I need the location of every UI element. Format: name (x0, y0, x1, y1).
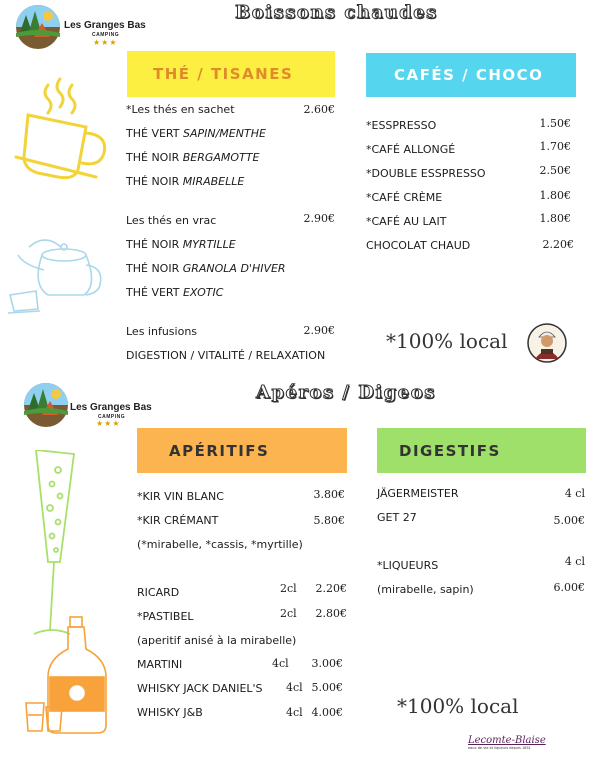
cafe-item-name: *DOUBLE ESSPRESSO (366, 167, 486, 180)
logo-bottom (22, 381, 162, 431)
hot-title: Boissons chaudes (235, 2, 438, 23)
digestif-item-value: 6.00€ (553, 581, 585, 594)
aperitif-item-name: RICARD (137, 586, 180, 599)
aperitif-item-name: *KIR VIN BLANC (137, 490, 224, 503)
aperitif-item-name: WHISKY J&B (137, 706, 203, 719)
cafe-item-price: 2.50€ (539, 164, 571, 177)
the-sachet-price: 2.60€ (303, 103, 335, 116)
producer-sub: eaux de vie et liqueurs depuis 1851 (468, 746, 531, 750)
chef-avatar-icon (527, 323, 567, 363)
tea-cup-icon (8, 75, 108, 190)
cafe-item-price: 2.20€ (542, 238, 574, 251)
digestif-item-value: 4 cl (564, 555, 585, 568)
aperitif-item-name: *KIR CRÉMANT (137, 514, 219, 527)
logo-stars: ★★★ (93, 38, 118, 47)
the-sachet-item: THÉ NOIR BERGAMOTTE (126, 151, 260, 164)
aperitif-item-name: MARTINI (137, 658, 183, 671)
digestif-item-name: GET 27 (377, 511, 417, 524)
aperitif-item-qty: 4cl (272, 657, 289, 670)
digestif-item-value: 4 cl (564, 487, 585, 500)
the-infusions-label: Les infusions (126, 325, 198, 338)
camping-logo-icon (14, 3, 62, 51)
the-vrac-item: THÉ VERT EXOTIC (126, 286, 224, 299)
cafe-item-price: 1.50€ (539, 117, 571, 130)
logo-sub: CAMPING (98, 414, 126, 420)
aperitif-item-price: 5.80€ (313, 514, 345, 527)
the-header (127, 51, 335, 97)
digestif-item-name: *LIQUEURS (377, 559, 439, 572)
aperitif-item-price: 2.20€ (315, 582, 347, 595)
producer-logo (468, 735, 568, 760)
producer-name: Lecomte-Blaise (468, 735, 546, 746)
aperitif-item-price: 3.00€ (311, 657, 343, 670)
aperitif-item-price: 5.00€ (311, 681, 343, 694)
cafe-item-name: *CAFÉ CRÈME (366, 191, 443, 204)
cafe-item-name: CHOCOLAT CHAUD (366, 239, 471, 252)
digestifs-header-label: DIGESTIFS (399, 441, 501, 460)
digestif-item-name: JÄGERMEISTER (377, 487, 459, 500)
aperitif-item-price: 2.80€ (315, 607, 347, 620)
aperitif-item-qty: 4cl (286, 681, 303, 694)
aperitif-item-qty: 2cl (280, 607, 297, 620)
the-sachet-item: THÉ VERT SAPIN/MENTHE (126, 127, 266, 140)
cafe-item-price: 1.80€ (539, 189, 571, 202)
aperitif-item-name: *PASTIBEL (137, 610, 194, 623)
cafe-item-price: 1.80€ (539, 212, 571, 225)
logo-name: Les Granges Bas (64, 20, 146, 31)
the-vrac-price: 2.90€ (303, 212, 335, 225)
aperitifs-header-label: APÉRITIFS (169, 441, 270, 460)
aperitif-item-note: (aperitif anisé à la mirabelle) (137, 634, 297, 647)
cafes-header-label: CAFÉS / CHOCO (394, 66, 544, 84)
cafes-header (366, 53, 576, 97)
aperitifs-header (137, 428, 347, 473)
liquor-bottle-icon (22, 615, 132, 740)
digestif-item-value: 5.00€ (553, 514, 585, 527)
hot-local-note: *100% local (386, 329, 508, 353)
the-sachet-item: THÉ NOIR MIRABELLE (126, 175, 245, 188)
logo-stars: ★★★ (96, 419, 121, 428)
apero-title: Apéros / Digeos (256, 382, 436, 403)
apero-local-note: *100% local (397, 694, 519, 718)
aperitif-item-price: 4.00€ (311, 706, 343, 719)
aperitif-item-price: 3.80€ (313, 488, 345, 501)
logo-top (14, 3, 154, 51)
aperitif-item-name: WHISKY JACK DANIEL'S (137, 682, 263, 695)
aperitif-item-note: (*mirabelle, *cassis, *myrtille) (137, 538, 303, 551)
the-header-label: THÉ / TISANES (153, 65, 294, 83)
logo-sub: CAMPING (92, 32, 120, 38)
cafe-item-price: 1.70€ (539, 140, 571, 153)
cafe-item-name: *CAFÉ AU LAIT (366, 215, 447, 228)
camping-logo-icon (22, 381, 70, 429)
the-infusions-desc: DIGESTION / VITALITÉ / RELAXATION (126, 349, 326, 362)
the-infusions-price: 2.90€ (303, 324, 335, 337)
logo-name: Les Granges Bas (70, 402, 152, 413)
the-vrac-label: Les thés en vrac (126, 214, 217, 227)
the-vrac-item: THÉ NOIR GRANOLA D'HIVER (126, 262, 286, 275)
cafe-item-name: *CAFÉ ALLONGÉ (366, 143, 456, 156)
digestif-item-note: (mirabelle, sapin) (377, 583, 474, 596)
aperitif-item-qty: 4cl (286, 706, 303, 719)
aperitif-item-qty: 2cl (280, 582, 297, 595)
cafe-item-name: *ESSPRESSO (366, 119, 437, 132)
the-vrac-item: THÉ NOIR MYRTILLE (126, 238, 236, 251)
digestifs-header (377, 428, 586, 473)
teapot-icon (6, 225, 116, 320)
the-sachet-label: *Les thés en sachet (126, 103, 235, 116)
